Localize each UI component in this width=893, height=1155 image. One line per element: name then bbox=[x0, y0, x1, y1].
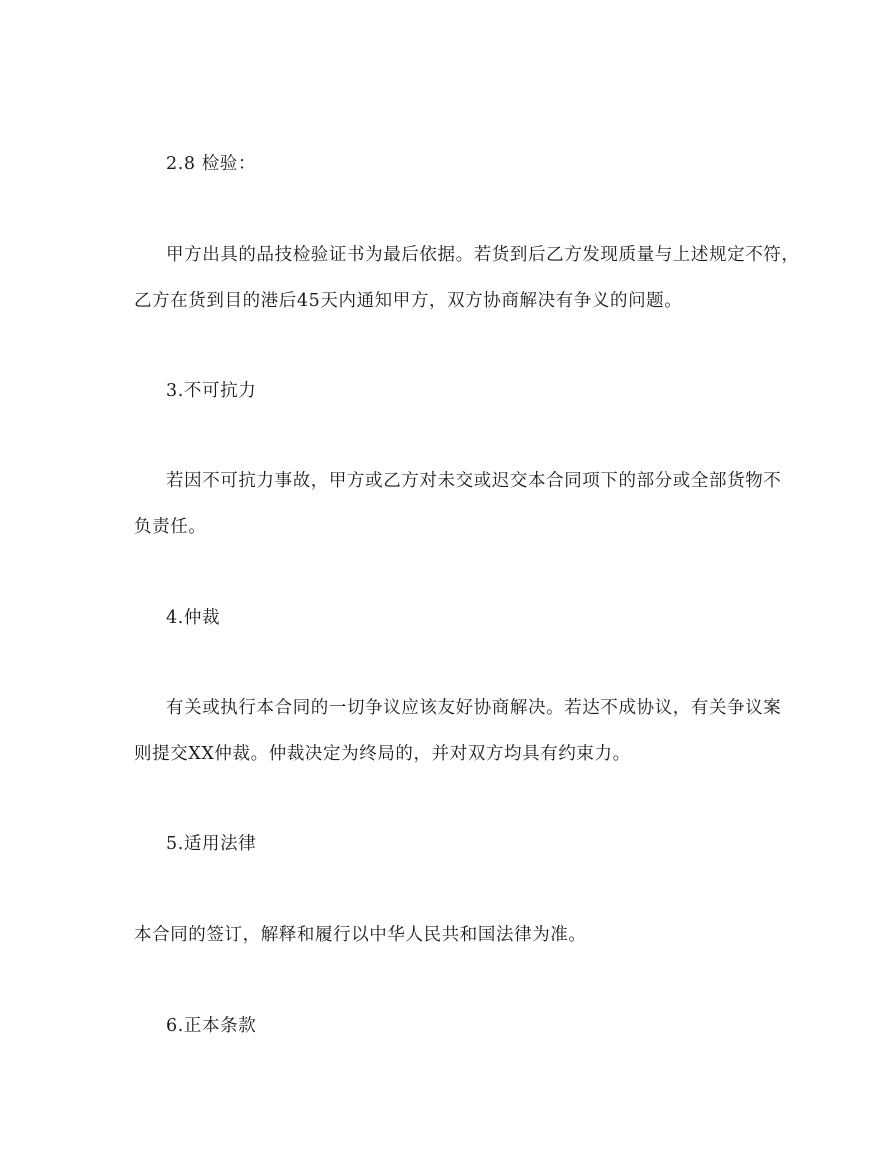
section-heading-2-8: 2.8 检验： bbox=[166, 154, 257, 174]
section-heading-6: 6.正本条款 bbox=[166, 1016, 257, 1036]
paragraph-law: 本合同的签订，解释和履行以中华人民共和国法律为准。 bbox=[134, 925, 587, 945]
section-heading-5: 5.适用法律 bbox=[166, 834, 257, 854]
section-heading-4: 4.仲裁 bbox=[166, 608, 221, 628]
paragraph-inspection-line-1: 甲方出具的品技检验证书为最后依据。若货到后乙方发现质量与上述规定不符， bbox=[166, 245, 800, 265]
section-heading-3: 3.不可抗力 bbox=[166, 381, 257, 401]
paragraph-arbitration-line-1: 有关或执行本合同的一切争议应该友好协商解决。若达不成协议，有关争议案 bbox=[166, 698, 782, 718]
paragraph-inspection-line-2: 乙方在货到目的港后45天内通知甲方，双方协商解决有争义的问题。 bbox=[134, 291, 683, 311]
paragraph-force-majeure-line-1: 若因不可抗力事故，甲方或乙方对未交或迟交本合同项下的部分或全部货物不 bbox=[166, 471, 782, 491]
paragraph-force-majeure-line-2: 负责任。 bbox=[134, 517, 207, 537]
paragraph-arbitration-line-2: 则提交XX仲裁。仲裁决定为终局的，并对双方均具有约束力。 bbox=[134, 744, 631, 764]
